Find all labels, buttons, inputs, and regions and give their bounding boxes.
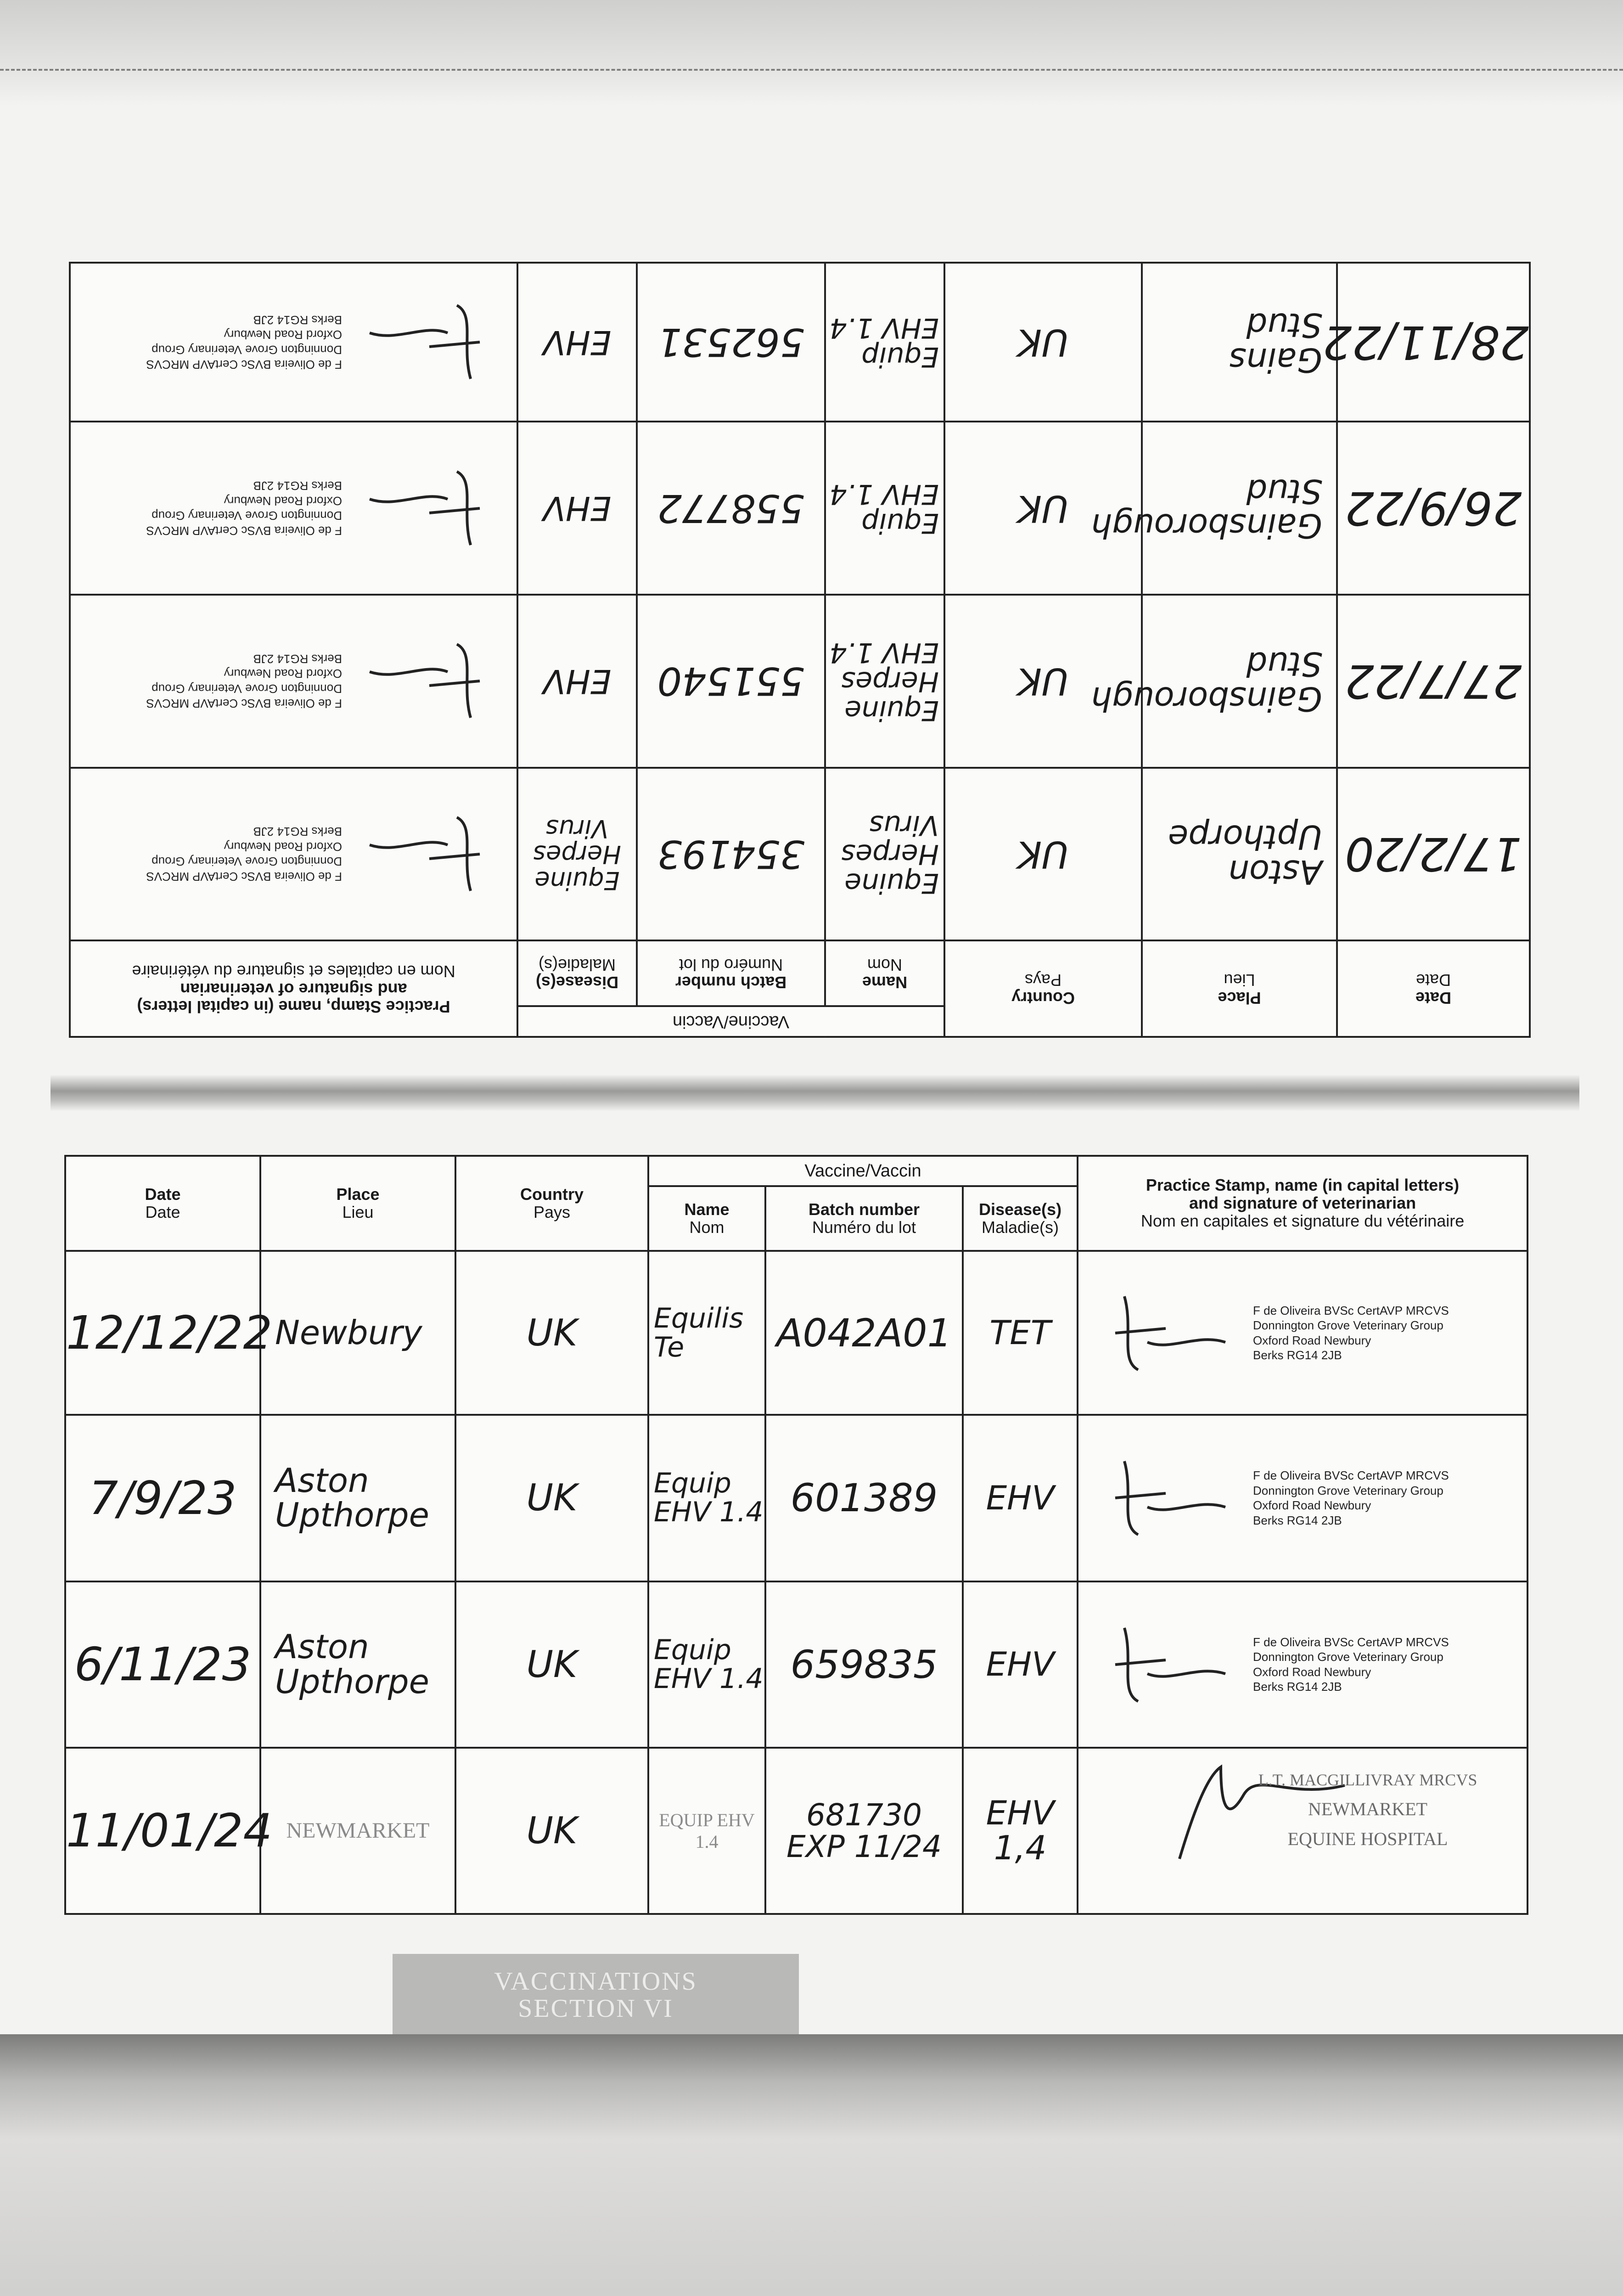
record-disease: EHV: [963, 1415, 1078, 1581]
record-vaccine-name: Equip EHV 1.4: [648, 1581, 765, 1748]
record-date: 6/11/23: [65, 1581, 260, 1748]
svg-text:EQUINE HOSPITAL: EQUINE HOSPITAL: [1287, 1828, 1448, 1849]
record-disease: EHV: [517, 595, 637, 768]
record-batch: 558772: [637, 422, 825, 595]
record-vaccine-name: Equip EHV 1.4: [825, 263, 944, 422]
table-row: [70, 422, 1530, 595]
scan-top-shadow: [0, 0, 1623, 106]
header-date: Date Date: [1337, 940, 1530, 1037]
section-tab: [393, 1954, 799, 2037]
lower-header-row-1: [65, 1156, 1528, 1186]
batch-number: 681730: [806, 1797, 922, 1833]
header-date: Date Date: [65, 1156, 260, 1251]
vet-stamp-text: F de Oliveira BVSc CertAVP MRCVS Donnington Grove Veterinary Group Oxford Road Newbury Berks RG14 2JB: [146, 313, 342, 372]
record-country: UK: [944, 595, 1142, 768]
vet-signature-icon: [351, 808, 489, 900]
header-place: Place Lieu: [1142, 940, 1337, 1037]
record-batch: 354193: [637, 768, 825, 941]
torn-edge-top: [0, 69, 1623, 73]
header-place: Place Lieu: [260, 1156, 455, 1251]
vet-signature-icon: [1106, 1287, 1244, 1379]
header-disease: Disease(s) Maladie(s): [963, 1186, 1078, 1251]
table-row: [70, 595, 1530, 768]
header-practice-stamp: Practice Stamp, name (in capital letters) and signature of veterinarian Nom en capitales et signature du vétérinaire: [1078, 1156, 1528, 1251]
record-date: 28/11/22: [1337, 263, 1530, 422]
header-name: Name Nom: [648, 1186, 765, 1251]
batch-expiry: EXP 11/24: [786, 1829, 942, 1864]
record-date: 17/2/20: [1337, 768, 1530, 941]
record-vet-stamp: [1078, 1581, 1528, 1748]
record-disease: EHV: [963, 1581, 1078, 1748]
record-batch: A042A01: [765, 1251, 963, 1415]
record-vet-stamp: [70, 263, 517, 422]
record-disease: EHV: [517, 422, 637, 595]
record-batch: 562531: [637, 263, 825, 422]
hospital-stamp-icon: [1152, 1758, 1519, 1868]
record-country: UK: [455, 1581, 648, 1748]
header-vaccine-group: Vaccine/Vaccin: [648, 1156, 1078, 1186]
record-country: UK: [455, 1251, 648, 1415]
record-place: Aston Upthorpe: [1142, 768, 1337, 941]
record-place: Aston Upthorpe: [260, 1581, 455, 1748]
record-disease: Equine Herpes Virus: [517, 768, 637, 941]
record-vaccine-name: Equip EHV 1.4: [648, 1415, 765, 1581]
vet-signature-icon: [1106, 1619, 1244, 1711]
header-name: Name Nom: [825, 940, 944, 1006]
record-date: 11/01/24: [65, 1748, 260, 1914]
record-place: Gainsborough Stud: [1142, 422, 1337, 595]
svg-text:NEWMARKET: NEWMARKET: [1308, 1798, 1428, 1819]
record-vet-stamp: [1078, 1415, 1528, 1581]
section-tab-subtitle: SECTION VI: [518, 1994, 674, 2023]
vet-signature-icon: [1106, 1452, 1244, 1544]
record-place: Newbury: [260, 1251, 455, 1415]
vet-signature-icon: [351, 296, 489, 388]
header-country: Country Pays: [455, 1156, 648, 1251]
record-place: NEWMARKET: [260, 1748, 455, 1914]
record-country: UK: [455, 1415, 648, 1581]
header-vaccine-group: Vaccine/Vaccin: [517, 1006, 944, 1037]
header-disease: Disease(s) Maladie(s): [517, 940, 637, 1006]
svg-text:L.T. MACGILLIVRAY MRCVS: L.T. MACGILLIVRAY MRCVS: [1258, 1770, 1477, 1789]
record-vaccine-name: EQUIP EHV 1.4: [648, 1748, 765, 1914]
header-practice-stamp: Practice Stamp, name (in capital letters) and signature of veterinarian Nom en capitales et signature du vétérinaire: [70, 940, 517, 1037]
vet-stamp-text: F de Oliveira BVSc CertAVP MRCVS Donnington Grove Veterinary Group Oxford Road Newbury Berks RG14 2JB: [146, 652, 342, 711]
record-disease: EHV 1,4: [963, 1748, 1078, 1914]
record-hospital-stamp: [1078, 1748, 1528, 1914]
vet-signature-icon: [351, 462, 489, 554]
record-country: UK: [944, 263, 1142, 422]
record-place: Aston Upthorpe: [260, 1415, 455, 1581]
record-place: Gainsborough Stud: [1142, 595, 1337, 768]
record-country: UK: [944, 768, 1142, 941]
lower-vaccination-table: [64, 1155, 1528, 1915]
header-batch: Batch number Numéro du lot: [637, 940, 825, 1006]
vet-stamp-text: F de Oliveira BVSc CertAVP MRCVS Donnington Grove Veterinary Group Oxford Road Newbury Berks RG14 2JB: [146, 479, 342, 538]
table-row: [65, 1251, 1528, 1415]
vet-stamp-text: F de Oliveira BVSc CertAVP MRCVS Donnington Grove Veterinary Group Oxford Road Newbury Berks RG14 2JB: [1253, 1635, 1449, 1694]
table-row: [70, 768, 1530, 941]
record-date: 27/7/22: [1337, 595, 1530, 768]
record-date: 12/12/22: [65, 1251, 260, 1415]
table-row: [70, 263, 1530, 422]
record-place: Gains Stud: [1142, 263, 1337, 422]
record-country: UK: [944, 422, 1142, 595]
record-date: 7/9/23: [65, 1415, 260, 1581]
vet-signature-icon: [351, 635, 489, 727]
record-vet-stamp: [70, 768, 517, 941]
record-disease: TET: [963, 1251, 1078, 1415]
table-row: [65, 1581, 1528, 1748]
record-vet-stamp: [70, 422, 517, 595]
record-date: 26/9/22: [1337, 422, 1530, 595]
section-tab-title: VACCINATIONS: [494, 1967, 697, 1996]
record-batch: [765, 1748, 963, 1914]
header-country: Country Pays: [944, 940, 1142, 1037]
record-disease: EHV: [517, 263, 637, 422]
upper-header-row-1: [70, 1006, 1530, 1037]
upper-vaccination-table: [69, 262, 1531, 1038]
vet-stamp-text: F de Oliveira BVSc CertAVP MRCVS Donnington Grove Veterinary Group Oxford Road Newbury Berks RG14 2JB: [146, 825, 342, 884]
table-row: [65, 1415, 1528, 1581]
record-batch: 659835: [765, 1581, 963, 1748]
scan-page-fold: [51, 1075, 1579, 1111]
header-batch: Batch number Numéro du lot: [765, 1186, 963, 1251]
scan-bottom-shadow: [0, 2034, 1623, 2296]
record-vaccine-name: Equip EHV 1.4: [825, 422, 944, 595]
vet-stamp-text: F de Oliveira BVSc CertAVP MRCVS Donnington Grove Veterinary Group Oxford Road Newbury Berks RG14 2JB: [1253, 1469, 1449, 1527]
record-vaccine-name: Equilis Te: [648, 1251, 765, 1415]
vet-stamp-text: F de Oliveira BVSc CertAVP MRCVS Donnington Grove Veterinary Group Oxford Road Newbury Berks RG14 2JB: [1253, 1303, 1449, 1362]
record-vaccine-name: Equine Herpes EHV 1.4: [825, 595, 944, 768]
table-row: [65, 1748, 1528, 1914]
record-batch: 601389: [765, 1415, 963, 1581]
record-vet-stamp: [70, 595, 517, 768]
record-vet-stamp: [1078, 1251, 1528, 1415]
record-vaccine-name: Equine Herpes Virus: [825, 768, 944, 941]
record-country: UK: [455, 1748, 648, 1914]
record-batch: 551540: [637, 595, 825, 768]
